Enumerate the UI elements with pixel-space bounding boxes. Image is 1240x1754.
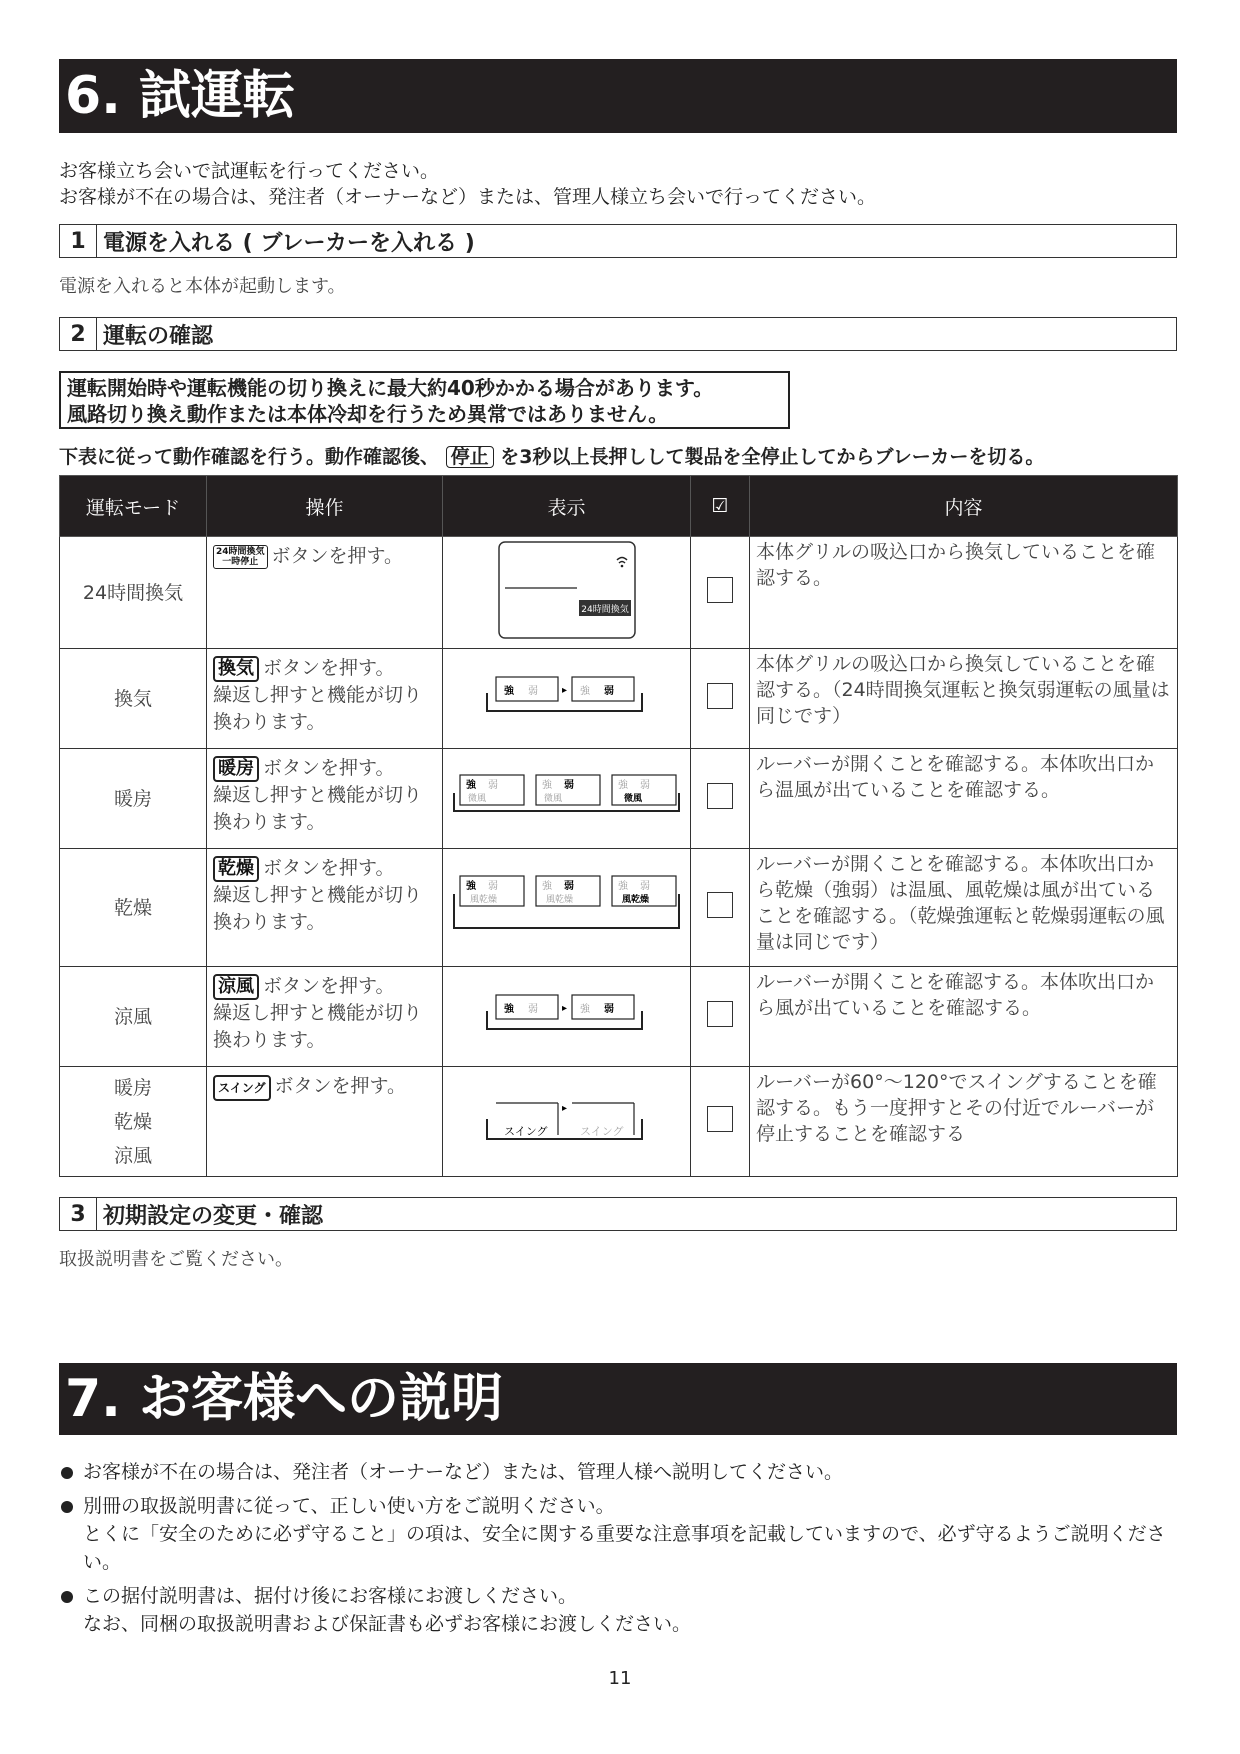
lcd-wind-dry: 風乾燥 — [621, 895, 649, 905]
bullet-icon — [61, 1501, 73, 1513]
operation-repeat-text: 繰返し押すと機能が切り換わります。 — [213, 784, 423, 833]
header-display: 表示 — [443, 476, 691, 537]
operation-text: ボタンを押す。 — [263, 975, 395, 997]
check-cell — [691, 849, 750, 967]
arrow-icon: ▸ — [561, 1003, 567, 1014]
checkbox[interactable] — [707, 577, 733, 603]
lcd-sequence-drying — [450, 872, 684, 938]
mode-cell: 24時間換気 — [60, 537, 207, 649]
mode-cell: 乾燥 — [60, 849, 207, 967]
section-7-title: 7. お客様への説明 — [65, 1369, 504, 1429]
operation-text: ボタンを押す。 — [263, 857, 395, 879]
lcd-strong: 強 — [579, 686, 590, 697]
description-cell: 本体グリルの吸込口から換気していることを確認する。 — [750, 537, 1178, 649]
ventilation-key: 換気 — [213, 656, 259, 682]
lcd-strong: 強 — [503, 1004, 514, 1015]
check-cell — [691, 749, 750, 849]
display-cell — [443, 649, 691, 749]
lcd-strong: 強 — [465, 881, 476, 892]
mode-cell: 暖房 — [60, 749, 207, 849]
warning-box — [59, 371, 790, 429]
display-cell — [443, 537, 691, 649]
operation-text: ボタンを押す。 — [271, 545, 404, 567]
table-header-row — [60, 476, 1178, 537]
lcd-weak: 弱 — [563, 780, 574, 791]
section-6-banner — [59, 59, 1177, 133]
lcd-strong: 強 — [465, 780, 476, 791]
table-row — [60, 1067, 1178, 1177]
step-3-note: 取扱説明書をご覧ください。 — [59, 1249, 293, 1270]
lcd-display-24h — [497, 540, 637, 640]
bullet-text: この据付説明書は、据付け後にお客様にお渡しください。 なお、同梱の取扱説明書および保証書も必ずお客様にお渡しください。 — [83, 1585, 692, 1635]
lcd-strong: 強 — [579, 1004, 590, 1015]
instruction-line — [59, 442, 1044, 469]
operation-text: ボタンを押す。 — [274, 1075, 407, 1097]
checkbox[interactable] — [707, 783, 733, 809]
lcd-weak: 弱 — [527, 1004, 538, 1015]
description-cell: ルーバーが開くことを確認する。本体吹出口から温風が出ていることを確認する。 — [750, 749, 1178, 849]
operation-cell — [207, 849, 443, 967]
header-operation: 操作 — [207, 476, 443, 537]
display-cell — [443, 1067, 691, 1177]
bullet-text: お客様が不在の場合は、発注者（オーナーなど）または、管理人様へ説明してください。 — [83, 1461, 844, 1483]
operation-cell — [207, 537, 443, 649]
display-cell — [443, 749, 691, 849]
lcd-weak: 弱 — [563, 881, 574, 892]
step-1-note: 電源を入れると本体が起動します。 — [59, 276, 346, 297]
bullet-text: 別冊の取扱説明書に従って、正しい使い方をご説明ください。 とくに「安全のために必ず守ること」の項は、安全に関する重要な注意事項を記載していますので、必ず守るようご説明ください。 — [83, 1495, 1166, 1573]
bullet-icon — [61, 1467, 73, 1479]
lcd-sequence-heating — [450, 771, 684, 821]
mode-cell: 換気 — [60, 649, 207, 749]
lcd-breeze: 微風 — [467, 794, 486, 804]
step-3-number: 3 — [60, 1198, 97, 1230]
lcd-weak: 弱 — [527, 686, 538, 697]
swing-key: スイング — [213, 1075, 271, 1101]
checkbox[interactable] — [707, 683, 733, 709]
lcd-strong: 強 — [541, 881, 552, 892]
operation-repeat-text: 繰返し押すと機能が切り換わります。 — [213, 884, 423, 933]
lcd-label: 24時間換気 — [580, 605, 629, 615]
table-row — [60, 749, 1178, 849]
heating-key: 暖房 — [213, 756, 259, 782]
lcd-weak: 弱 — [639, 881, 650, 892]
mode-cell: 暖房 乾燥 涼風 — [60, 1067, 207, 1177]
section-6-intro — [59, 158, 876, 210]
operation-cell — [207, 649, 443, 749]
checkbox[interactable] — [707, 892, 733, 918]
instruction-pre: 下表に従って動作確認を行う。動作確認後、 — [59, 446, 440, 468]
lcd-strong: 強 — [617, 780, 628, 791]
mode-cell: 涼風 — [60, 967, 207, 1067]
lcd-weak: 弱 — [639, 780, 650, 791]
lcd-weak: 弱 — [603, 686, 614, 697]
step-3-title: 初期設定の変更・確認 — [103, 1203, 324, 1229]
drying-key: 乾燥 — [213, 856, 259, 882]
warning-line-2: 風路切り換え動作または本体冷却を行うため異常ではありません。 — [67, 402, 669, 426]
operation-repeat-text: 繰返し押すと機能が切り換わります。 — [213, 1002, 423, 1051]
table-row — [60, 849, 1178, 967]
24h-ventilation-key: 24時間換気 一時停止 — [213, 545, 268, 569]
step-2-header — [59, 317, 1177, 351]
section-7-bullets — [59, 1458, 1177, 1644]
cool-breeze-key: 涼風 — [213, 974, 259, 1000]
lcd-breeze: 微風 — [543, 794, 562, 804]
table-row — [60, 649, 1178, 749]
step-1-title: 電源を入れる ( ブレーカーを入れる ) — [103, 230, 475, 256]
checkbox[interactable] — [707, 1001, 733, 1027]
operation-text: ボタンを押す。 — [263, 657, 395, 679]
lcd-strong: 強 — [541, 780, 552, 791]
lcd-wind-dry: 風乾燥 — [469, 895, 497, 905]
arrow-icon: ▸ — [561, 1103, 567, 1114]
intro-line-1: お客様立ち会いで試運転を行ってください。 — [59, 160, 440, 182]
list-item — [59, 1458, 1177, 1486]
display-cell — [443, 967, 691, 1067]
display-cell — [443, 849, 691, 967]
lcd-swing: スイング — [579, 1125, 624, 1138]
list-item — [59, 1492, 1177, 1576]
warning-line-1: 運転開始時や運転機能の切り換えに最大約40秒かかる場合があります。 — [67, 376, 714, 400]
header-check: ☑ — [691, 476, 750, 537]
instruction-post: を3秒以上長押しして製品を全停止してからブレーカーを切る。 — [500, 446, 1045, 468]
lcd-weak: 弱 — [487, 881, 498, 892]
intro-line-2: お客様が不在の場合は、発注者（オーナーなど）または、管理人様立ち会いで行ってください。 — [59, 186, 877, 208]
step-1-header — [59, 224, 1177, 258]
lcd-weak: 弱 — [603, 1004, 614, 1015]
operation-text: ボタンを押す。 — [263, 757, 395, 779]
bullet-icon — [61, 1591, 73, 1603]
description-cell: ルーバーが開くことを確認する。本体吹出口から乾燥（強弱）は温風、風乾燥は風が出ていることを確認する。（乾燥強運転と乾燥弱運転の風量は同じです） — [750, 849, 1178, 967]
operation-check-table — [59, 475, 1178, 1177]
operation-cell — [207, 1067, 443, 1177]
checkbox[interactable] — [707, 1106, 733, 1132]
lcd-sequence-cool — [482, 989, 652, 1039]
lcd-sequence-ventilation — [482, 671, 652, 721]
lcd-strong: 強 — [503, 686, 514, 697]
check-cell — [691, 1067, 750, 1177]
description-cell: 本体グリルの吸込口から換気していることを確認する。（24時間換気運転と換気弱運転の風量は同じです） — [750, 649, 1178, 749]
operation-cell — [207, 967, 443, 1067]
step-2-title: 運転の確認 — [103, 323, 214, 349]
section-6-title: 6. 試運転 — [65, 66, 296, 126]
step-2-number: 2 — [60, 318, 97, 350]
description-cell: ルーバーが開くことを確認する。本体吹出口から風が出ていることを確認する。 — [750, 967, 1178, 1067]
list-item — [59, 1582, 1177, 1638]
lcd-breeze: 微風 — [623, 794, 642, 804]
lcd-swing: スイング — [503, 1125, 548, 1138]
step-3-header — [59, 1197, 1177, 1231]
table-row — [60, 967, 1178, 1067]
page-number: 11 — [608, 1668, 632, 1689]
stop-key-label: 停止 — [446, 446, 494, 468]
check-cell — [691, 649, 750, 749]
lcd-sequence-swing — [482, 1089, 652, 1149]
arrow-icon: ▸ — [561, 685, 567, 696]
step-1-number: 1 — [60, 225, 97, 257]
description-cell: ルーバーが60°～120°でスイングすることを確認する。もう一度押すとその付近でルーバーが停止することを確認する — [750, 1067, 1178, 1177]
operation-cell — [207, 749, 443, 849]
section-7-banner — [59, 1363, 1177, 1435]
lcd-strong: 強 — [617, 881, 628, 892]
lcd-wind-dry: 風乾燥 — [545, 895, 573, 905]
lcd-weak: 弱 — [487, 780, 498, 791]
check-cell — [691, 967, 750, 1067]
operation-repeat-text: 繰返し押すと機能が切り換わります。 — [213, 684, 423, 733]
header-content: 内容 — [750, 476, 1178, 537]
header-mode: 運転モード — [60, 476, 207, 537]
check-cell — [691, 537, 750, 649]
table-row — [60, 537, 1178, 649]
